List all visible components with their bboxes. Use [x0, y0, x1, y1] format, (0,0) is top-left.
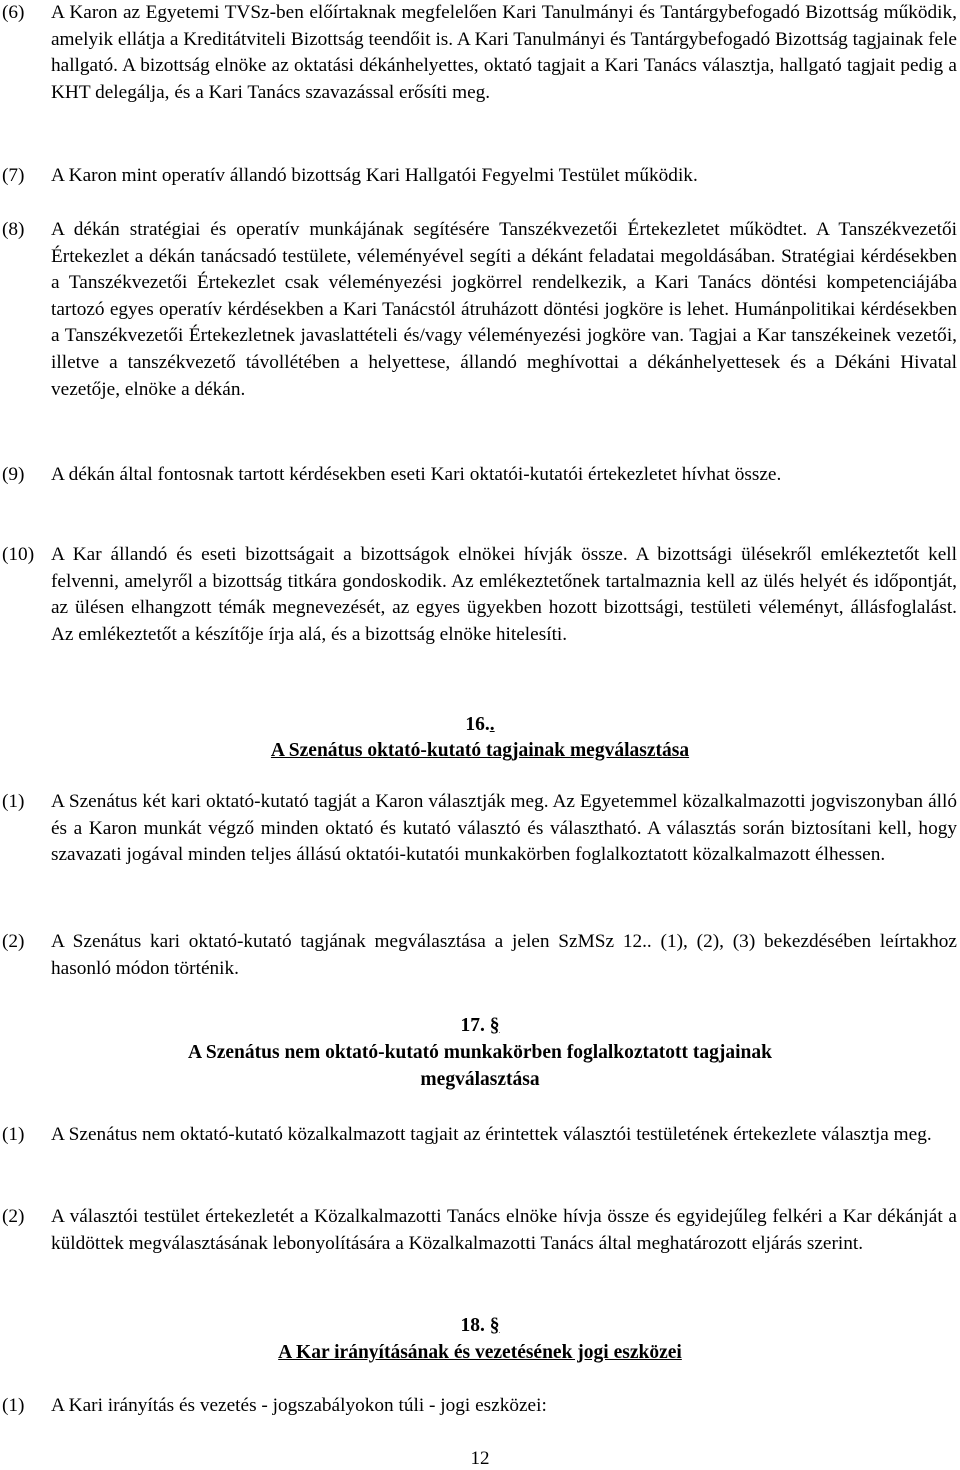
paragraph-number: (2) — [2, 1206, 25, 1227]
paragraph-number: (2) — [2, 931, 25, 952]
section-17-title-line-1: A Szenátus nem oktató-kutató munkakörben foglalkoztatott tagjainak — [188, 1042, 772, 1063]
section-17-title-line-2: megválasztása — [420, 1069, 540, 1090]
paragraph-number: (1) — [2, 1395, 25, 1416]
section-18-paragraph-1 — [2, 1393, 957, 1420]
section-16-title: A Szenátus oktató-kutató tagjainak megválasztása — [270, 740, 690, 761]
paragraph-10 — [2, 542, 957, 648]
paragraph-text: A Szenátus nem oktató-kutató közalkalmazott tagjait az érintettek választói testületének értekezlete választja meg. — [51, 1124, 932, 1145]
paragraph-text: A dékán által fontosnak tartott kérdésekben eseti Kari oktatói-kutatói értekezletet hívhat össze. — [51, 464, 782, 485]
paragraph-text: A választói testület értekezletét a Közalkalmazotti Tanács elnöke hívja össze és egyidejűleg felkéri a Kar dékánját a küldöttek megválasztásának lebonyolítására a Közalkalmazotti Tanács által meghatározott eljárás szerint. — [51, 1206, 957, 1254]
paragraph-number: (9) — [2, 464, 25, 485]
section-16-paragraph-1 — [2, 789, 957, 869]
section-18-number: 18. § — [460, 1315, 500, 1336]
paragraph-number: (1) — [2, 791, 25, 812]
paragraph-text: A Kari irányítás és vezetés - jogszabályokon túli - jogi eszközei: — [51, 1395, 547, 1416]
section-16-number: 16.. — [465, 714, 495, 735]
paragraph-6 — [2, 0, 957, 106]
section-18-title: A Kar irányításának és vezetésének jogi eszközei — [278, 1342, 682, 1363]
paragraph-text: A Karon az Egyetemi TVSz-ben előírtaknak megfelelően Kari Tanulmányi és Tantárgybefogadó Bizottság működik, amelyik ellátja a Kreditátviteli Bizottság teendőit is. A Kari Tanulmányi és Tantárgybefogadó Bizottság tagjainak fele hallgató. A bizottság elnöke az oktatási dékánhelyettes, oktató tagjait a Kari Tanács választja, hallgató tagjait pedig a KHT delegálja, és a Kari Tanács szavazással erősíti meg. — [51, 2, 957, 103]
paragraph-number: (7) — [2, 165, 25, 186]
paragraph-number: (8) — [2, 219, 25, 240]
paragraph-text: A Karon mint operatív állandó bizottság Kari Hallgatói Fegyelmi Testület működik. — [51, 165, 698, 186]
paragraph-text: A dékán stratégiai és operatív munkájának segítésére Tanszékvezetői Értekezletet működtet. A Tanszékvezetői Értekezlet a dékán tanácsadó testülete, véleményével segíti a dékánt feladatai megoldásában. Stratégiai kérdésekben a Tanszékvezetői Értekezlet csak véleményezési jogkörrel rendelkezik, a Kari Tanács döntési kompetenciájába tartozó egyes operatív kérdésekben a Kari Tanácstól átruházott döntési jogköre is lehet. Humánpolitikai kérdésekben a Tanszékvezetői Értekezletnek javaslattételi és/vagy véleményezési jogköre van. Tagjai a Kar tanszékeinek vezetői, illetve a tanszékvezető távollétében a helyettese, állandó meghívottai a dékánhelyettesek és a Dékáni Hivatal vezetője, elnöke a dékán. — [51, 219, 957, 400]
section-17-paragraph-1 — [2, 1122, 957, 1149]
paragraph-7 — [2, 163, 957, 190]
paragraph-text: A Szenátus kari oktató-kutató tagjának megválasztása a jelen SzMSz 12.. (1), (2), (3) bekezdésében leírtakhoz hasonló módon történik. — [51, 931, 957, 979]
paragraph-text: A Szenátus két kari oktató-kutató tagját a Karon választják meg. Az Egyetemmel közalkalmazotti jogviszonyban álló és a Karon munkát végző minden oktató és kutató választó és választható. A választás során biztosítani kell, hogy szavazati jogával minden teljes állású oktatói-kutatói munkakörben foglalkoztatott közalkalmazott élhessen. — [51, 791, 957, 866]
section-17-paragraph-2 — [2, 1204, 957, 1257]
paragraph-number: (1) — [2, 1124, 25, 1145]
paragraph-number: (10) — [2, 544, 35, 565]
paragraph-text: A Kar állandó és eseti bizottságait a bizottságok elnökei hívják össze. A bizottsági ülésekről emlékeztetőt kell felvenni, amelyről a bizottság titkára gondoskodik. Az emlékeztetőnek tartalmaznia kell az ülés helyét és időpontját, az ülésen elhangzott témák megnevezését, az egyes ügyekben hozott bizottsági, testületi véleményt, állásfoglalást. Az emlékeztetőt a készítője írja alá, és a bizottság elnöke hitelesíti. — [51, 544, 957, 645]
page-number: 12 — [470, 1448, 490, 1469]
paragraph-8 — [2, 217, 957, 403]
paragraph-number: (6) — [2, 2, 25, 23]
section-16-paragraph-2 — [2, 929, 957, 982]
section-17-number: 17. § — [460, 1015, 500, 1036]
paragraph-9 — [2, 462, 957, 489]
